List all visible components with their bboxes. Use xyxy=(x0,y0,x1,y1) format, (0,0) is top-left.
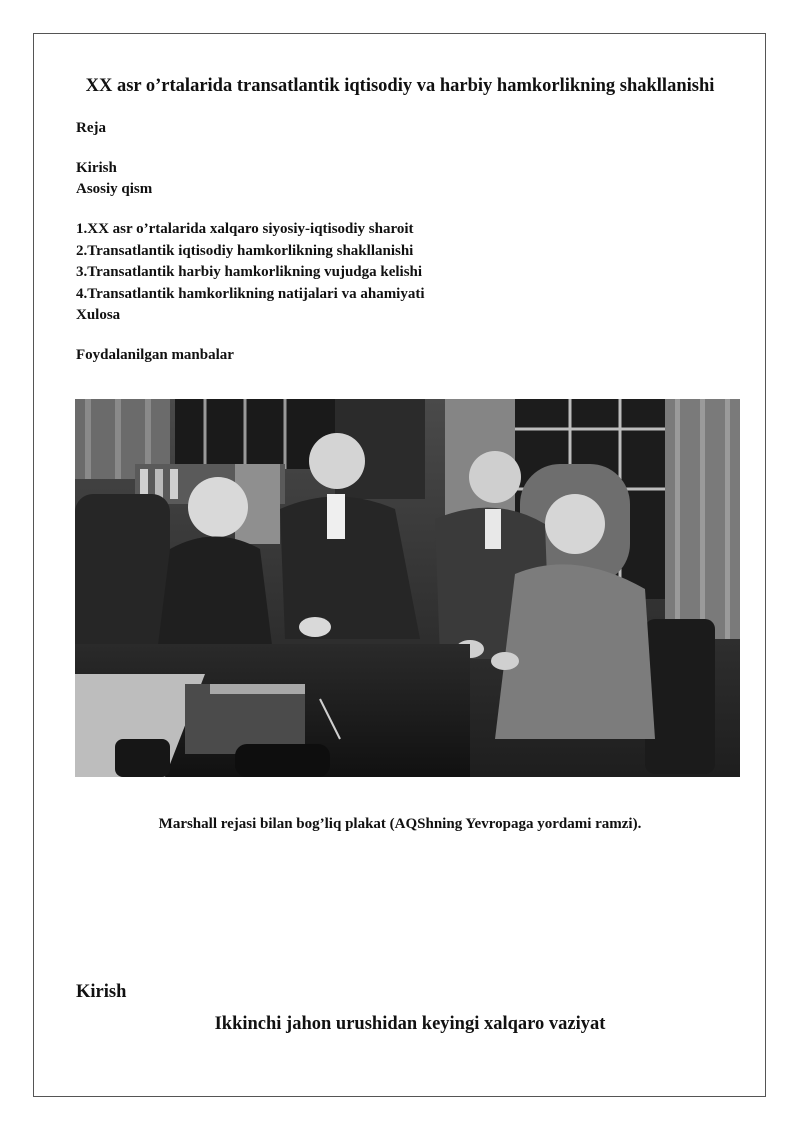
plan-item: 2.Transatlantik iqtisodiy hamkorlikning shakllanishi xyxy=(76,243,414,259)
plan-intro: Kirish xyxy=(76,160,117,176)
plan-heading: Reja xyxy=(76,120,106,136)
historical-photo xyxy=(75,399,740,777)
document-title: XX asr o’rtalarida transatlantik iqtisodiy va harbiy hamkorlikning shakllanishi xyxy=(85,76,715,96)
plan-item: 3.Transatlantik harbiy hamkorlikning vujudga kelishi xyxy=(76,264,423,280)
plan-conclusion: Xulosa xyxy=(76,307,121,323)
plan-sources: Foydalanilgan manbalar xyxy=(76,347,234,363)
section-heading: Kirish xyxy=(76,982,127,1002)
plan-item: 1.XX asr o’rtalarida xalqaro siyosiy-iqtisodiy sharoit xyxy=(76,221,414,237)
plan-main-part: Asosiy qism xyxy=(76,181,153,197)
section-subheading: Ikkinchi jahon urushidan keyingi xalqaro vaziyat xyxy=(214,1014,606,1034)
photo-caption: Marshall rejasi bilan bog’liq plakat (AQShning Yevropaga yordami ramzi). xyxy=(158,816,642,832)
plan-item: 4.Transatlantik hamkorlikning natijalari va ahamiyati xyxy=(76,286,425,302)
